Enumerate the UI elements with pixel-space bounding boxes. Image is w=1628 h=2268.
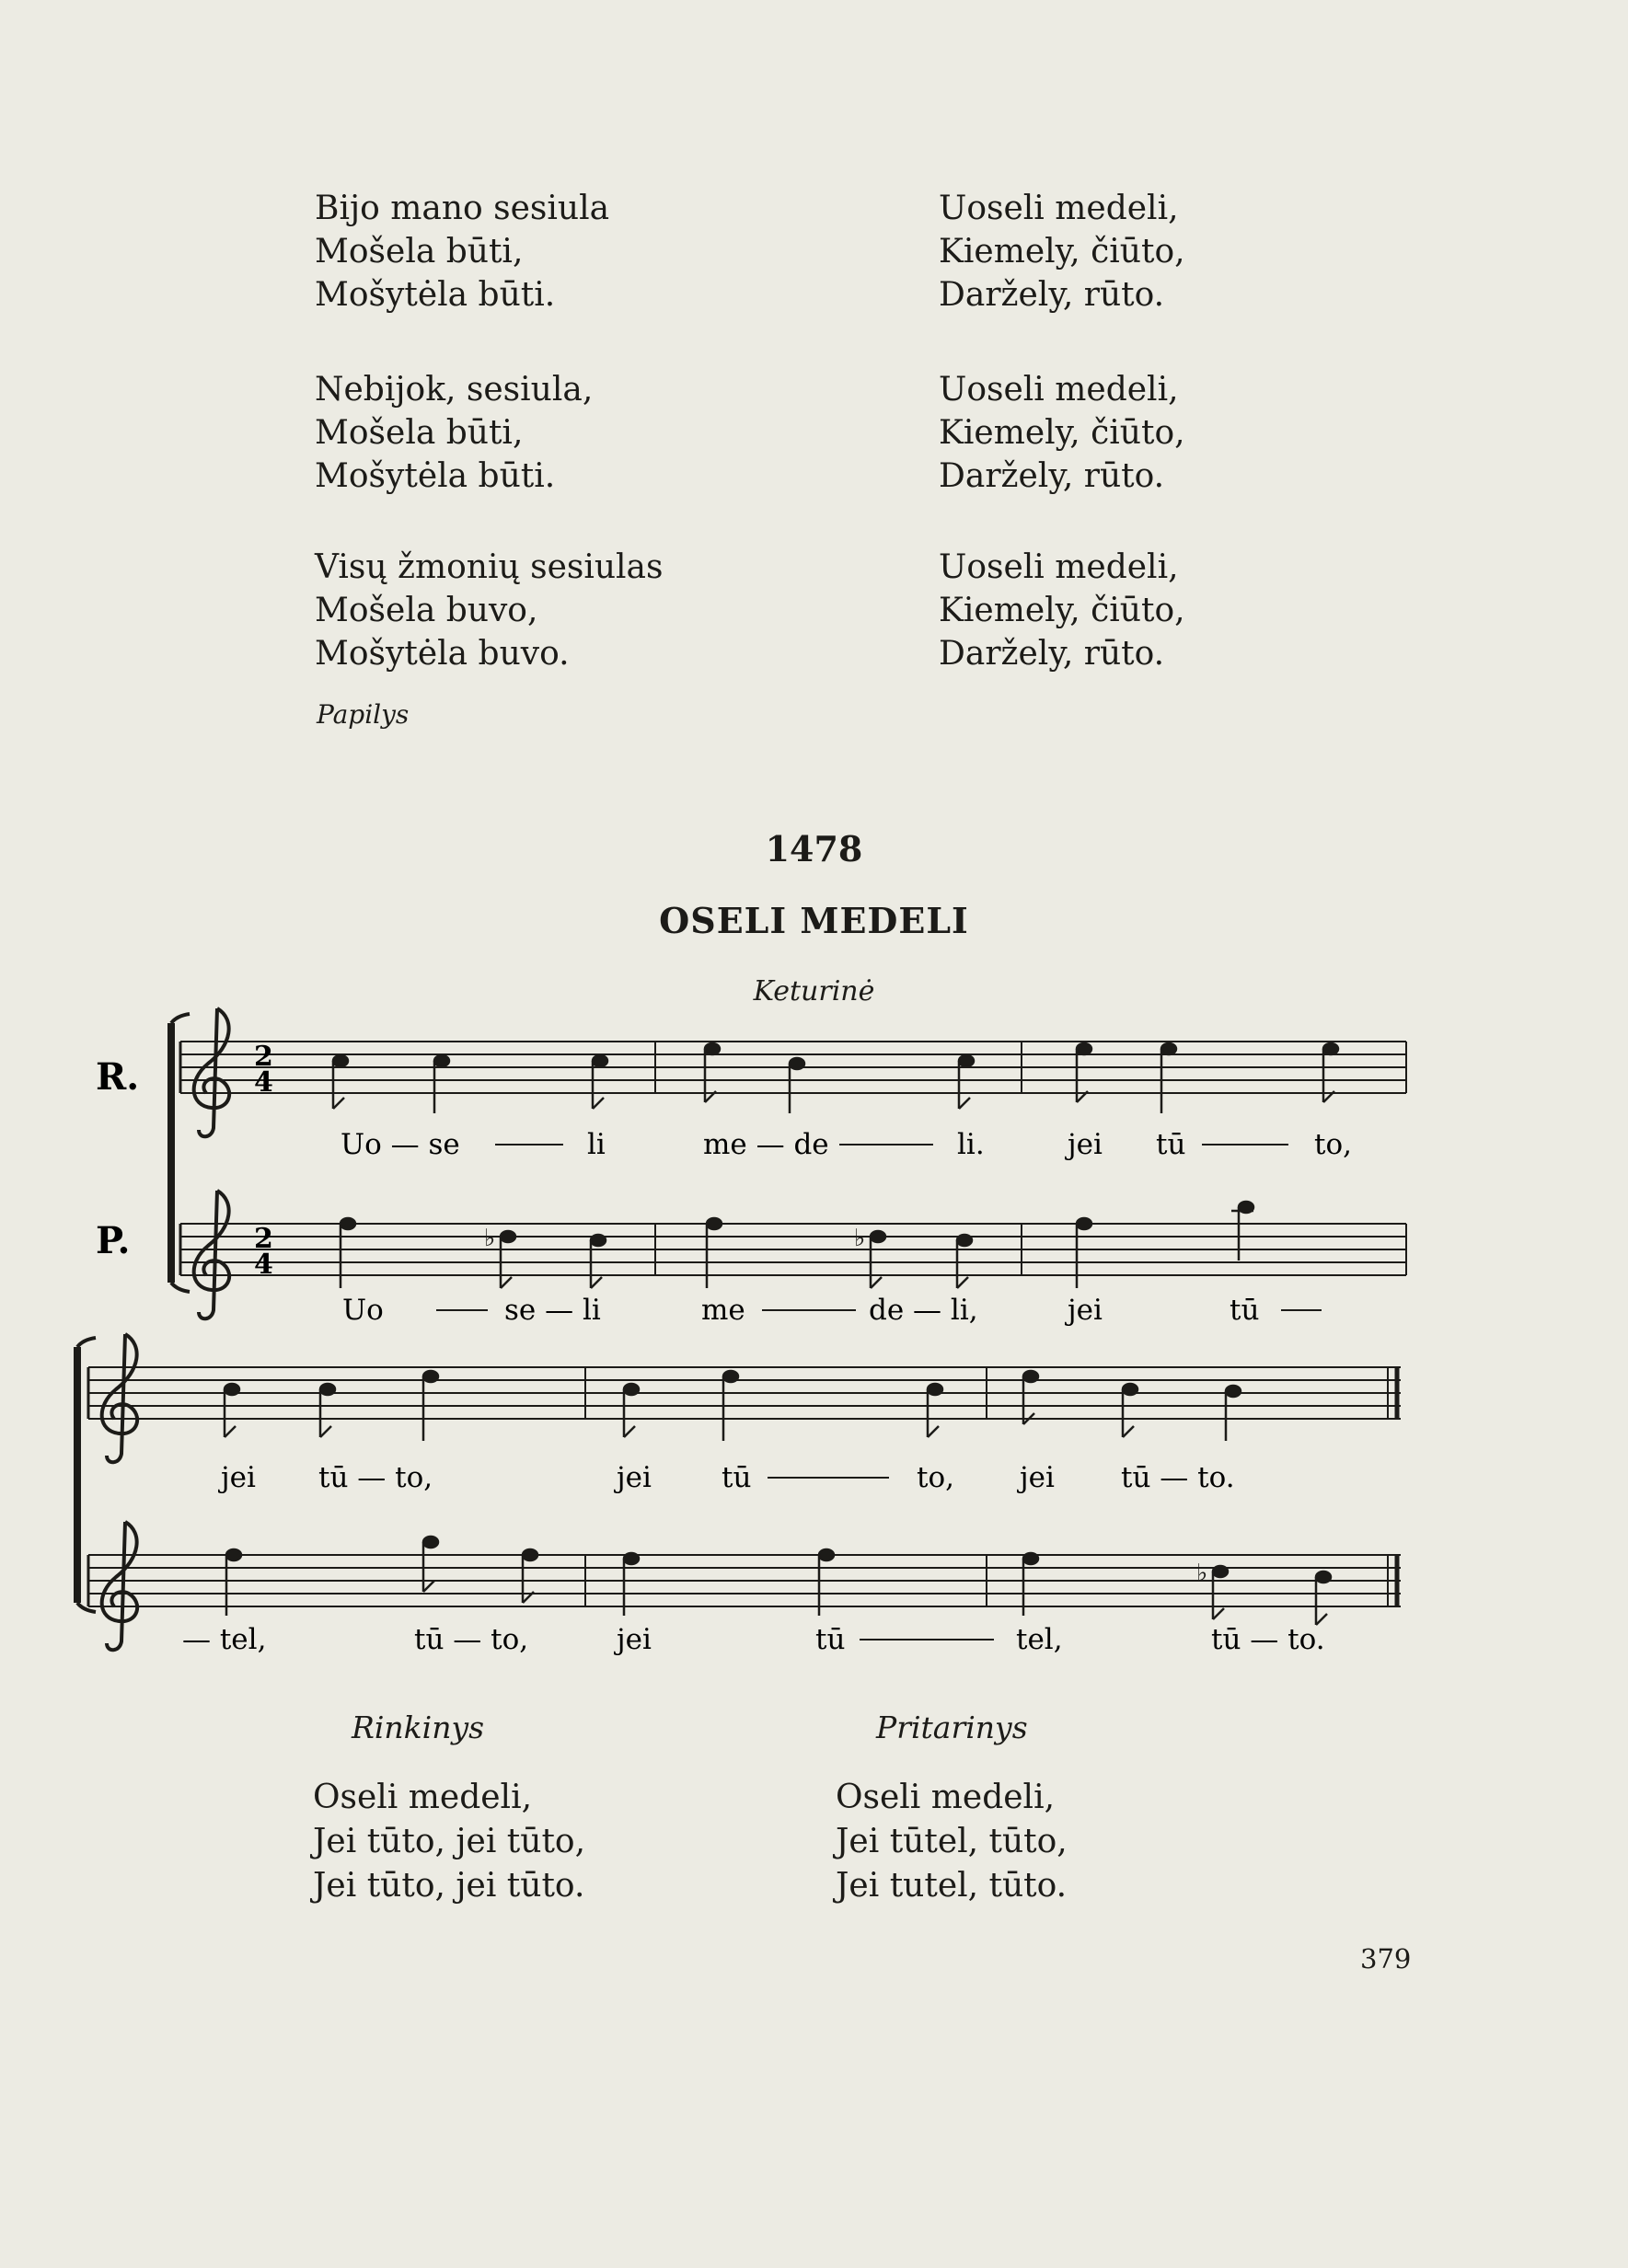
lyric: me bbox=[701, 1294, 745, 1327]
verse-line: Daržely, rūto. bbox=[939, 276, 1165, 314]
staff-2-top bbox=[88, 1367, 1401, 1419]
lyric: tū bbox=[1156, 1128, 1186, 1161]
note bbox=[928, 1384, 942, 1395]
note bbox=[1023, 1553, 1038, 1564]
note bbox=[624, 1553, 639, 1564]
time-sig-bottom: 4 bbox=[254, 1249, 273, 1281]
refrain-line: Oseli medeli, bbox=[313, 1779, 533, 1816]
flat-icon: ♭ bbox=[1196, 1560, 1208, 1587]
note bbox=[819, 1549, 834, 1560]
verse-line: Nebijok, sesiula, bbox=[315, 371, 594, 409]
verse-line: Kiemely, čiūto, bbox=[939, 592, 1185, 629]
lyric: jei bbox=[1068, 1294, 1103, 1327]
verse-line: Daržely, rūto. bbox=[939, 457, 1165, 495]
verse-line: Mošela buvo, bbox=[315, 592, 538, 629]
song-subtitle: Keturinė bbox=[753, 975, 875, 1007]
note bbox=[423, 1371, 438, 1382]
treble-clef-icon bbox=[194, 1008, 229, 1136]
note bbox=[593, 1055, 607, 1066]
place-name: Papilys bbox=[317, 699, 410, 730]
verse-line: Mošytėla būti. bbox=[315, 276, 556, 314]
refrain-left bbox=[313, 1776, 585, 1908]
lyric: se — li bbox=[504, 1294, 601, 1327]
refrain-line: Jei tūto, jei tūto, bbox=[313, 1823, 586, 1860]
note bbox=[1161, 1043, 1176, 1054]
lyric: tū — to. bbox=[1211, 1623, 1325, 1656]
lyric: — tel, bbox=[182, 1623, 267, 1656]
lyric: li bbox=[587, 1128, 606, 1161]
verse-line: Mošela būti, bbox=[315, 233, 524, 271]
row-label-r: R. bbox=[96, 1055, 140, 1099]
row-label-p: P. bbox=[96, 1219, 131, 1262]
note bbox=[423, 1537, 438, 1548]
note bbox=[959, 1055, 974, 1066]
verse-line: Kiemely, čiūto, bbox=[939, 233, 1185, 271]
lyric: jei bbox=[1068, 1128, 1103, 1161]
refrain-line: Oseli medeli, bbox=[836, 1779, 1056, 1816]
verse-line: Uoseli medeli, bbox=[939, 190, 1179, 227]
lyric: me — de bbox=[703, 1128, 829, 1161]
lyric: tū bbox=[1230, 1294, 1260, 1327]
note bbox=[320, 1384, 335, 1395]
lyric: Uo bbox=[342, 1294, 384, 1327]
note bbox=[1077, 1218, 1091, 1229]
song-number: 1478 bbox=[765, 828, 863, 869]
lyric: jei bbox=[1020, 1461, 1055, 1494]
note bbox=[957, 1235, 972, 1246]
refrain-line: Jei tūto, jei tūto. bbox=[313, 1867, 585, 1905]
verse-line: Uoseli medeli, bbox=[939, 371, 1179, 409]
note bbox=[1123, 1384, 1137, 1395]
page-number: 379 bbox=[1360, 1943, 1412, 1974]
lyric: to, bbox=[1314, 1128, 1352, 1161]
note bbox=[226, 1549, 241, 1560]
note bbox=[501, 1231, 515, 1242]
lyric: Uo — se bbox=[341, 1128, 460, 1161]
verse-line: Mošytėla buvo. bbox=[315, 635, 570, 673]
verse-line: Uoseli medeli, bbox=[939, 548, 1179, 586]
lyric: to, bbox=[917, 1461, 954, 1494]
note bbox=[341, 1218, 355, 1229]
note bbox=[1213, 1566, 1228, 1577]
note bbox=[1323, 1043, 1338, 1054]
staff-1-bottom bbox=[180, 1224, 1406, 1275]
note bbox=[1077, 1043, 1091, 1054]
song-title: OSELI MEDELI bbox=[659, 900, 969, 941]
note bbox=[871, 1231, 885, 1242]
note bbox=[624, 1384, 639, 1395]
flat-icon: ♭ bbox=[484, 1225, 496, 1252]
lyric: de — li, bbox=[869, 1294, 978, 1327]
note bbox=[705, 1043, 720, 1054]
note bbox=[790, 1058, 804, 1069]
lyric: jei bbox=[617, 1623, 652, 1656]
note bbox=[707, 1218, 722, 1229]
note bbox=[1316, 1571, 1331, 1583]
treble-clef-icon bbox=[102, 1522, 137, 1650]
refrain-left-heading: Rinkinys bbox=[352, 1710, 485, 1745]
lyric: tū — to, bbox=[414, 1623, 529, 1656]
system-2-bracket bbox=[77, 1338, 96, 1612]
lyric: tel, bbox=[1016, 1623, 1063, 1656]
time-sig-top: 2 bbox=[254, 1041, 273, 1073]
note bbox=[591, 1235, 606, 1246]
time-sig-top: 2 bbox=[254, 1223, 273, 1255]
note bbox=[723, 1371, 738, 1382]
treble-clef-icon bbox=[194, 1191, 229, 1318]
refrain-right bbox=[836, 1776, 1068, 1908]
verse-line: Mošytėla būti. bbox=[315, 457, 556, 495]
flat-icon: ♭ bbox=[854, 1225, 866, 1252]
verse-line: Kiemely, čiūto, bbox=[939, 414, 1185, 452]
verse-line: Daržely, rūto. bbox=[939, 635, 1165, 673]
note bbox=[434, 1055, 449, 1066]
lyric: tū — to. bbox=[1121, 1461, 1235, 1494]
lyric: jei bbox=[221, 1461, 256, 1494]
lyric: jei bbox=[617, 1461, 652, 1494]
lyric: li. bbox=[957, 1128, 985, 1161]
note bbox=[333, 1055, 348, 1066]
note bbox=[1023, 1371, 1038, 1382]
verse-line: Bijo mano sesiula bbox=[315, 190, 610, 227]
treble-clef-icon bbox=[102, 1334, 137, 1462]
refrain-line: Jei tūtel, tūto, bbox=[836, 1823, 1068, 1860]
lyric: tū bbox=[815, 1623, 846, 1656]
lyric: tū bbox=[722, 1461, 752, 1494]
lyric: tū — to, bbox=[318, 1461, 433, 1494]
verse-line: Visų žmonių sesiulas bbox=[315, 548, 664, 586]
note bbox=[523, 1549, 537, 1560]
note bbox=[225, 1384, 239, 1395]
time-sig-bottom: 4 bbox=[254, 1066, 273, 1099]
note bbox=[1226, 1386, 1241, 1397]
verse-line: Mošela būti, bbox=[315, 414, 524, 452]
refrain-right-heading: Pritarinys bbox=[876, 1710, 1028, 1745]
refrain-line: Jei tutel, tūto. bbox=[836, 1867, 1068, 1905]
